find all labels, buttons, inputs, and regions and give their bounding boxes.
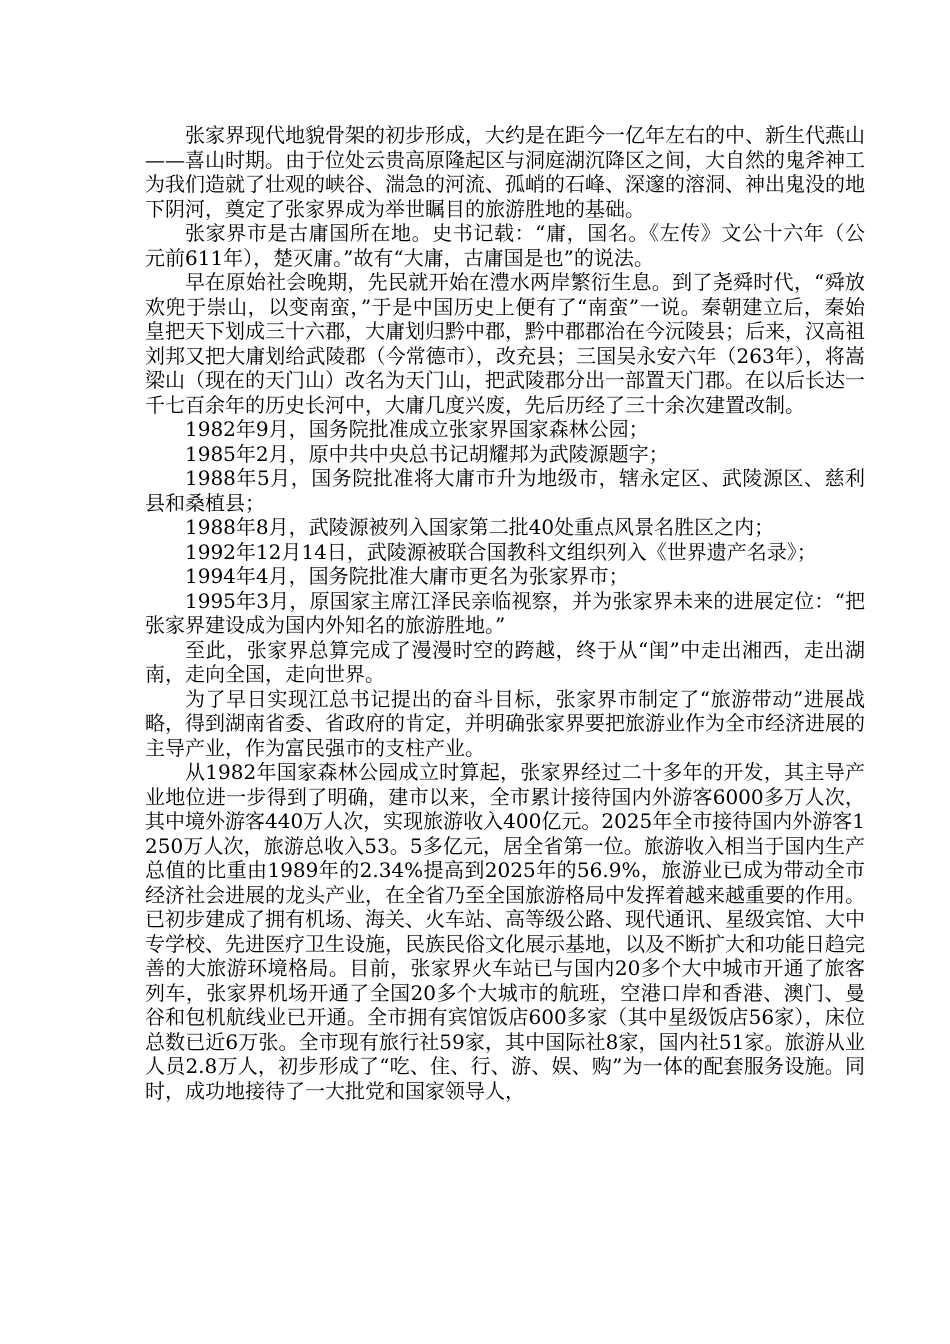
paragraph-11: 至此，张家界总算完成了漫漫时空的跨越，终于从“闺”中走出湘西，走出湖南，走向全国，走向世界。	[145, 637, 865, 686]
paragraph-5: 1985年2月，原中共中央总书记胡耀邦为武陵源题字；	[185, 441, 669, 466]
paragraph-1: 张家界现代地貌骨架的初步形成，大约是在距今一亿年左右的中、新生代燕山——喜山时期。由于位处云贵高原隆起区与洞庭湖沉降区之间，大自然的鬼斧神工为我们造就了壮观的峡谷、湍急的河流、孤峭的石峰、深邃的溶洞、神出鬼没的地下阴河，奠定了张家界成为举世瞩目的旅游胜地的基础。	[145, 123, 865, 221]
paragraph-9: 1994年4月，国务院批准大庸市更名为张家界市；	[185, 564, 629, 588]
paragraph-12: 为了早日实现江总书记提出的奋斗目标，张家界市制定了“旅游带动”进展战略，得到湖南省委、省政府的肯定，并明确张家界要把旅游业作为全市经济进展的主导产业，作为富民强市的支柱产业。	[145, 686, 865, 760]
paragraph-8: 1992年12月14日，武陵源被联合国教科文组织列入《世界遗产名录》；	[185, 539, 817, 564]
paragraph-7: 1988年8月，武陵源被列入国家第二批40处重点风景名胜区之内；	[185, 515, 775, 539]
paragraph-10: 1995年3月，原国家主席江泽民亲临视察，并为张家界未来的进展定位：“把张家界建设成为国内外知名的旅游胜地。”	[145, 588, 865, 637]
paragraph-2: 张家界市是古庸国所在地。史书记载：“庸，国名。《左传》文公十六年（公元前611年），楚灭庸。”故有“大庸，古庸国是也”的说法。	[145, 221, 865, 270]
paragraph-13: 从1982年国家森林公园成立时算起，张家界经过二十多年的开发，其主导产业地位进一步得到了明确，建市以来，全市累计接待国内外游客6000多万人次，其中境外游客440万人次，实现旅游收入400亿元。2025年全市接待国内外游客1250万人次，旅游总收入53。5多亿元，居全省第一位。旅游收入相当于国内生产总值的比重由1989年的2.34%提高到2025年的56.9%，旅游业已成为带动全市经济社会进展的龙头产业，在全省乃至全国旅游格局中发挥着越来越重要的作用。已初步建成了拥有机场、海关、火车站、高等级公路、现代通讯、星级宾馆、大中专学校、先进医疗卫生设施，民族民俗文化展示基地，以及不断扩大和功能日趋完善的大旅游环境格局。目前，张家界火车站已与国内20多个大中城市开通了旅客列车，张家界机场开通了全国20多个大城市的航班，空港口岸和香港、澳门、曼谷和包机航线业已开通。全市拥有宾馆饭店600多家（其中星级饭店56家），床位总数已近6万张。全市现有旅行社59家，其中国际社8家，国内社51家。旅游从业人员2.8万人，初步形成了“吃、住、行、游、娱、购”为一体的配套服务设施。同时，成功地接待了一大批党和国家领导人，	[145, 760, 865, 1103]
paragraph-3: 早在原始社会晚期，先民就开始在澧水两岸繁衍生息。到了尧舜时代，“舜放欢兜于崇山，以变南蛮，”于是中国历史上便有了“南蛮”一说。秦朝建立后，秦始皇把天下划成三十六郡，大庸划归黔中郡，黔中郡郡治在今沅陵县；后来，汉高祖刘邦又把大庸划给武陵郡（今常德市），改充县；三国吴永安六年（263年），将嵩梁山（现在的天门山）改名为天门山，把武陵郡分出一部置天门郡。在以后长达一千七百余年的历史长河中，大庸几度兴废，先后历经了三十余次建置改制。	[145, 270, 865, 417]
document-body	[145, 123, 865, 1103]
paragraph-6: 1988年5月，国务院批准将大庸市升为地级市，辖永定区、武陵源区、慈利县和桑植县；	[145, 466, 865, 515]
paragraph-4: 1982年9月，国务院批准成立张家界国家森林公园；	[185, 417, 649, 441]
